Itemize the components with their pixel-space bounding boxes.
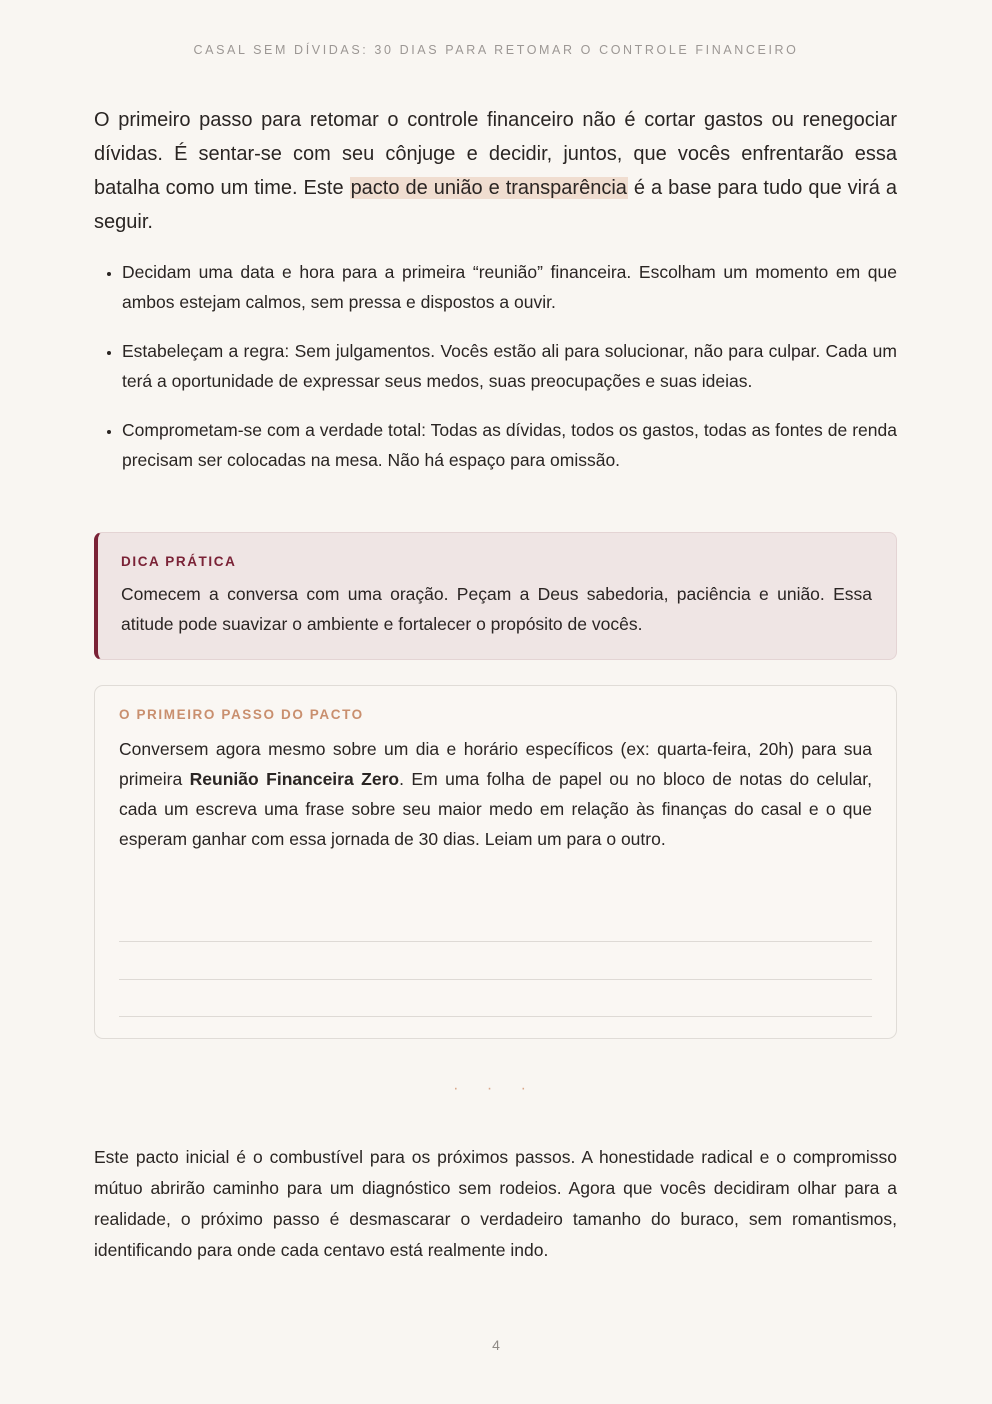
steps-list (94, 257, 897, 475)
closing-paragraph: Este pacto inicial é o combustível para os próximos passos. A honestidade radical e o compromisso mútuo abrirão caminho para um diagnóstico sem rodeios. Agora que vocês decidiram olhar para a realidade, o próximo passo é desmascarar o verdadeiro tamanho do buraco, sem romantismos, identificando para onde cada centavo está realmente indo. (94, 1147, 897, 1260)
intro-text-start: O primeiro passo para retomar o controle financeiro não é cortar gastos ou renegociar dívidas. É sentar-se com seu cônjuge e decidir, juntos, que vocês enfrentarão essa batalha como um time. Este (94, 109, 897, 199)
running-header: CASAL SEM DÍVIDAS: 30 DIAS PARA RETOMAR O CONTROLE FINANCEIRO (193, 43, 799, 57)
pact-text-end: . Em uma folha de papel ou no bloco de notas do celular, cada um escreva uma frase sobre seu maior medo em relação às finanças do casal e o que esperam ganhar com essa jornada de 30 dias. Leiam um para o outro. (119, 769, 872, 849)
section-divider: · · · (453, 1080, 538, 1097)
writing-line (119, 1016, 872, 1017)
pact-exercise-box (94, 685, 897, 1039)
intro-paragraph (94, 103, 897, 239)
page-number: 4 (492, 1337, 500, 1353)
pact-text-start: Conversem agora mesmo sobre um dia e horário específicos (ex: quarta-feira, 20h) para sua primeira (119, 739, 872, 789)
list-item: • Comprometam-se com a verdade total: Todas as dívidas, todos os gastos, todas as fontes de renda precisam ser colocadas na mesa. Não há espaço para omissão. (122, 415, 897, 475)
tip-callout (94, 532, 897, 660)
pact-text (119, 734, 872, 854)
highlighted-phrase: pacto de união e transparência (350, 177, 627, 199)
writing-line (119, 941, 872, 942)
pact-label: O PRIMEIRO PASSO DO PACTO (119, 707, 364, 722)
list-item: • Estabeleçam a regra: Sem julgamentos. Vocês estão ali para solucionar, não para culpar. Cada um terá a oportunidade de expressar seus medos, suas preocupações e suas ideias. (122, 336, 897, 396)
intro-text-end: é a base para tudo que virá a seguir. (94, 177, 898, 233)
tip-label: DICA PRÁTICA (121, 554, 237, 569)
list-item: • Decidam uma data e hora para a primeira “reunião” financeira. Escolham um momento em que ambos estejam calmos, sem pressa e dispostos a ouvir. (122, 257, 897, 317)
pact-bold-term: Reunião Financeira Zero (189, 769, 400, 789)
page-content (94, 103, 898, 1260)
writing-line (119, 979, 872, 980)
tip-text: Comecem a conversa com uma oração. Peçam a Deus sabedoria, paciência e união. Essa atitude pode suavizar o ambiente e fortalecer o propósito de vocês. (121, 584, 872, 634)
